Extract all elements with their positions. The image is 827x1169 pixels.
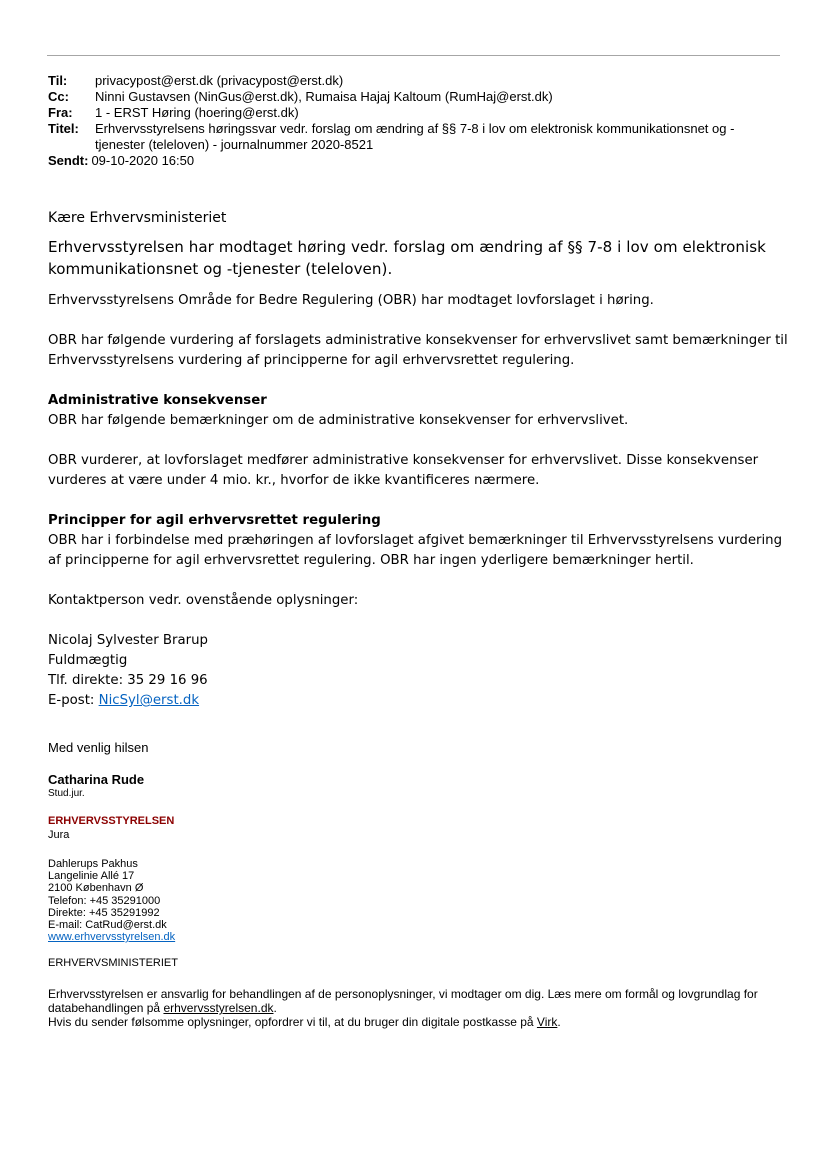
sent-row: [48, 153, 788, 169]
privacy-text-2: Hvis du sender følsomme oplysninger, opfordrer vi til, at du bruger din digitale postkasse på: [48, 1015, 537, 1030]
paragraph-2: OBR har følgende vurdering af forslagets administrative konsekvenser for erhvervslivet samt bemærkninger til Erhvervsstyrelsens vurdering af principperne for agil erhvervsrettet regulering.: [48, 333, 788, 368]
contact-email-link[interactable]: NicSyl@erst.dk: [98, 693, 200, 708]
ministry-name: ERHVERVSMINISTERIET: [48, 957, 178, 970]
lead-paragraph: Erhvervsstyrelsen har modtaget høring vedr. forslag om ændring af §§ 7-8 i lov om elektronisk kommunikationsnet og -tjenester (teleloven).: [48, 238, 766, 278]
privacy-notice-1: [48, 987, 788, 1015]
address-line-2: Langelinie Allé 17: [48, 870, 135, 883]
to-row: [48, 73, 788, 89]
website-link[interactable]: www.erhvervsstyrelsen.dk: [48, 931, 176, 944]
from-row: [48, 105, 788, 121]
cc-label: Cc:: [48, 89, 69, 104]
signer-name: Catharina Rude: [48, 772, 145, 787]
greeting: Kære Erhvervsministeriet: [48, 210, 227, 226]
paragraph-1: Erhvervsstyrelsens Område for Bedre Regulering (OBR) har modtaget lovforslaget i høring.: [48, 293, 654, 308]
website-line: [48, 931, 788, 943]
subject-line-1: Erhvervsstyrelsens høringssvar vedr. forslag om ændring af §§ 7-8 i lov om elektronisk kommunikationsnet og -: [95, 121, 735, 136]
contact-title: Fuldmægtig: [48, 653, 128, 668]
to-value: privacypost@erst.dk (privacypost@erst.dk): [95, 73, 344, 88]
section-heading-principles: Principper for agil erhvervsrettet regulering: [48, 513, 381, 528]
contact-name: Nicolaj Sylvester Brarup: [48, 633, 208, 648]
virk-link[interactable]: Virk: [536, 1015, 558, 1030]
direct-line: Direkte: +45 35291992: [48, 906, 160, 919]
sent-value: 09-10-2020 16:50: [91, 153, 195, 168]
section-heading-admin: Administrative konsekvenser: [48, 393, 267, 408]
contact-intro: Kontaktperson vedr. ovenstående oplysninger:: [48, 593, 359, 608]
contact-email-label: E-post:: [48, 693, 99, 708]
from-label: Fra:: [48, 105, 73, 120]
cc-value: Ninni Gustavsen (NinGus@erst.dk), Rumaisa Hajaj Kaltoum (RumHaj@erst.dk): [95, 89, 553, 104]
cc-row: [48, 89, 788, 105]
principles-paragraph: OBR har i forbindelse med præhøringen af lovforslaget afgivet bemærkninger til Erhvervsstyrelsens vurdering af principperne for agil erhvervsrettet regulering. OBR har ingen yderligere bemærkninger hertil.: [48, 533, 783, 568]
address-line-3: 2100 København Ø: [48, 882, 144, 895]
from-value: 1 - ERST Høring (hoering@erst.dk): [95, 105, 299, 120]
admin-paragraph-1: OBR har følgende bemærkninger om de administrative konsekvenser for erhvervslivet.: [48, 413, 629, 428]
subject-row: [48, 121, 788, 153]
contact-email-line: [48, 691, 788, 711]
signature-block: [48, 740, 788, 1029]
privacy-text-1: Erhvervsstyrelsen er ansvarlig for behandlingen af de personoplysninger, vi modtager om dig. Læs mere om formål og lovgrundlag for databehandlingen på: [48, 987, 758, 1016]
privacy-link-1[interactable]: erhvervsstyrelsen.dk: [163, 1001, 274, 1016]
header-divider: [47, 55, 780, 56]
address-line-1: Dahlerups Pakhus: [48, 858, 138, 870]
to-label: Til:: [48, 73, 68, 88]
subject-value: [95, 121, 788, 153]
department: Jura: [48, 829, 70, 841]
email-body: [48, 208, 788, 711]
phone-line: Telefon: +45 35291000: [48, 894, 161, 907]
contact-phone: Tlf. direkte: 35 29 16 96: [48, 673, 208, 688]
subject-line-2: tjenester (teleloven) - journalnummer 2020-8521: [95, 137, 374, 152]
signer-title: Stud.jur.: [48, 788, 85, 799]
email-header: [48, 73, 788, 169]
closing: Med venlig hilsen: [48, 740, 149, 755]
subject-label: Titel:: [48, 121, 79, 136]
privacy-notice-2: [48, 1015, 788, 1029]
organization-name: ERHVERVSSTYRELSEN: [48, 815, 175, 827]
sent-label: Sendt:: [48, 153, 89, 168]
privacy-end-2: .: [557, 1015, 561, 1030]
admin-paragraph-2: OBR vurderer, at lovforslaget medfører administrative konsekvenser for erhvervslivet. Disse konsekvenser vurderes at være under 4 mio. kr., hvorfor de ikke kvantificeres nærmere.: [48, 453, 759, 488]
email-line: E-mail: CatRud@erst.dk: [48, 919, 167, 932]
privacy-end-1: .: [273, 1001, 277, 1016]
